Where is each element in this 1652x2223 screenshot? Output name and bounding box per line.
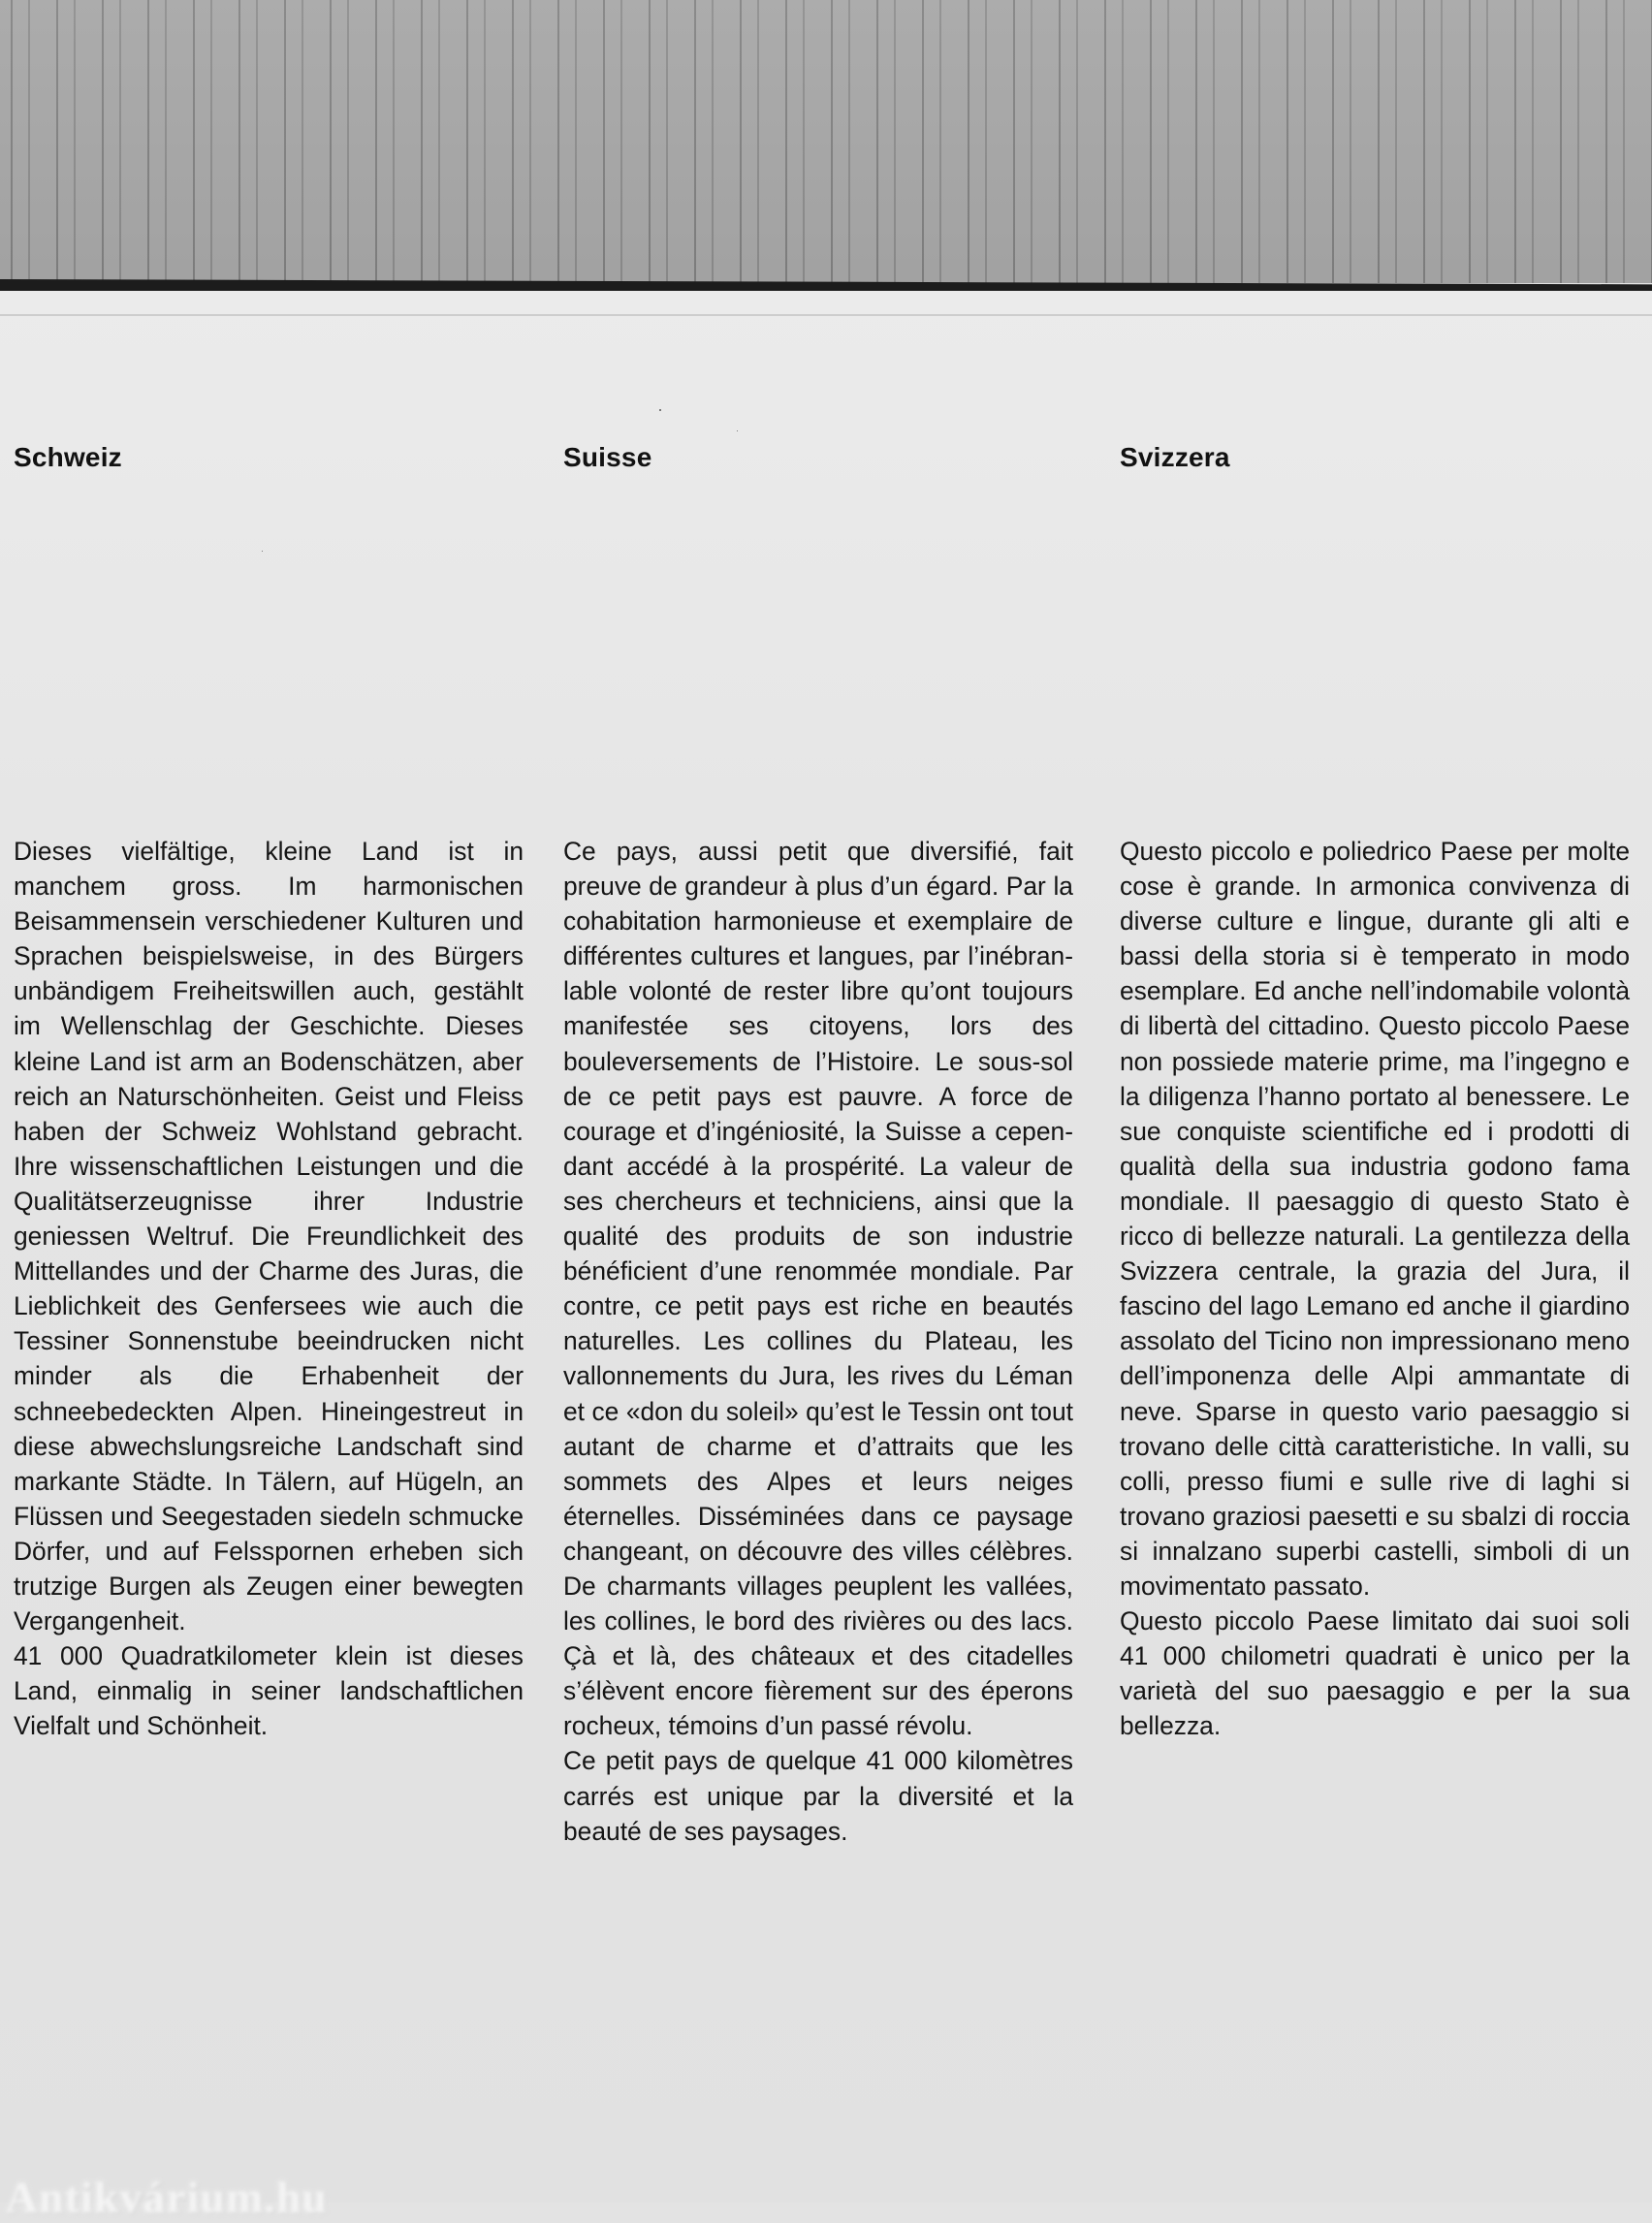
body-italian — [1120, 834, 1630, 1743]
body-german — [14, 834, 524, 1743]
paper-speck — [262, 551, 263, 552]
paragraph: Questo piccolo e poliedrico Paese per molte cose è grande. In armonica convivenza di diverse culture e lingue, durante gli alti e bassi della storia si è temperato in modo esemplare. Ed anche nell’indomabile volontà di libertà del cittadino. Questo piccolo Paese non possiede materie prime, ma l’ingegno e la diligenza l’hanno portato al benessere. Le sue conquiste scientifiche ed i prodotti di qualità della sua industria godono fama mondiale. Il paesaggio di questo Stato è ricco di bellezze naturali. La gentilezza della Svizzera centrale, la grazia del Jura, il fascino del lago Lemano ed anche il giardino assolato del Ticino non impressionano meno dell’imponenza delle Alpi ammantate di neve. Sparse in questo vario paesaggio si trovano delle città caratteristiche. In valli, su colli, presso fiumi e sulle rive di laghi si trovano graziosi paesetti e su sbalzi di roccia si innalzano superbi castelli, simboli di un movimentato passato. — [1120, 837, 1630, 1601]
heading-italian: Svizzera — [1120, 442, 1230, 472]
paragraph: Dieses vielfältige, kleine Land ist in manchem gross. Im harmonischen Beisammensein verschiedener Kulturen und Sprachen beispielsweise, in des Bürgers unbändigem Freiheitswillen auch, gestählt im Wellenschlag der Geschichte. Dieses kleine Land ist arm an Bodenschätzen, aber reich an Naturschönheiten. Geist und Fleiss haben der Schweiz Wohlstand gebracht. Ihre wissenschaftlichen Leistungen und die Qualitätserzeugnisse ihrer Industrie geniessen Weltruf. Die Freundlichkeit des Mittellandes und der Charme des Juras, die Lieblichkeit des Genfersees wie auch die Tessiner Sonnenstube beeindrucken nicht minder als die Erhabenheit der schneebedeckten Alpen. Hineingestreut in diese abwechslungsreiche Landschaft sind markante Städte. In Tälern, auf Hügeln, an Flüssen und Seegestaden siedeln schmucke Dörfer, und auf Felsspornen erheben sich trutzige Burgen als Zeugen einer bewegten Vergangenheit. — [14, 837, 524, 1636]
paragraph: 41 000 Quadratkilometer klein ist dieses Land, einmalig in seiner landschaftlichen Vielfalt und Schönheit. — [14, 1641, 524, 1741]
heading-german: Schweiz — [14, 442, 122, 472]
paper-speck — [737, 430, 738, 431]
page-crease-line — [0, 314, 1652, 316]
book-page — [0, 291, 1652, 2203]
paragraph: Questo piccolo Paese limitato dai suoi soli 41 000 chilometri quadrati è unico per la varietà del suo paesaggio e per la sua bellezza. — [1120, 1606, 1630, 1741]
paragraph: Ce pays, aussi petit que diversifié, fait preuve de grandeur à plus d’un égard. Par la cohabitation harmonieuse et exemplaire de différentes cultures et langues, par l’inébranlable volonté de rester libre qu’ont toujours manifestée ses citoyens, lors des bouleversements de l’Histoire. Le sous-sol de ce petit pays est pauvre. A force de courage et d’ingéniosité, la Suisse a cependant accédé à la prospérité. La valeur de ses chercheurs et techniciens, ainsi que la qualité des produits de son industrie bénéficient d’une renommée mondiale. Par contre, ce petit pays est riche en beautés naturelles. Les collines du Plateau, les vallonnements du Jura, les rives du Léman et ce «don du soleil» qu’est le Tessin ont tout autant de charme et d’attraits que les sommets des Alpes et leurs neiges éternelles. Disséminées dans ce paysage changeant, on découvre des villes célèbres. De charmants villages peuplent les vallées, les collines, le bord des rivières ou des lacs. Çà et là, des châteaux et des citadelles s’élèvent encore fièrement sur des éperons rocheux, témoins d’un passé révolu. — [563, 837, 1073, 1741]
surface-shading — [0, 0, 1652, 283]
paper-speck — [659, 409, 661, 411]
body-french — [563, 834, 1073, 1849]
paragraph: Ce petit pays de quelque 41 000 kilomètres carrés est unique par la diversité et la beauté de ses paysages. — [563, 1746, 1073, 1846]
background-surface — [0, 0, 1652, 283]
heading-french: Suisse — [563, 442, 652, 472]
watermark: Antikvárium.hu — [6, 2173, 329, 2222]
